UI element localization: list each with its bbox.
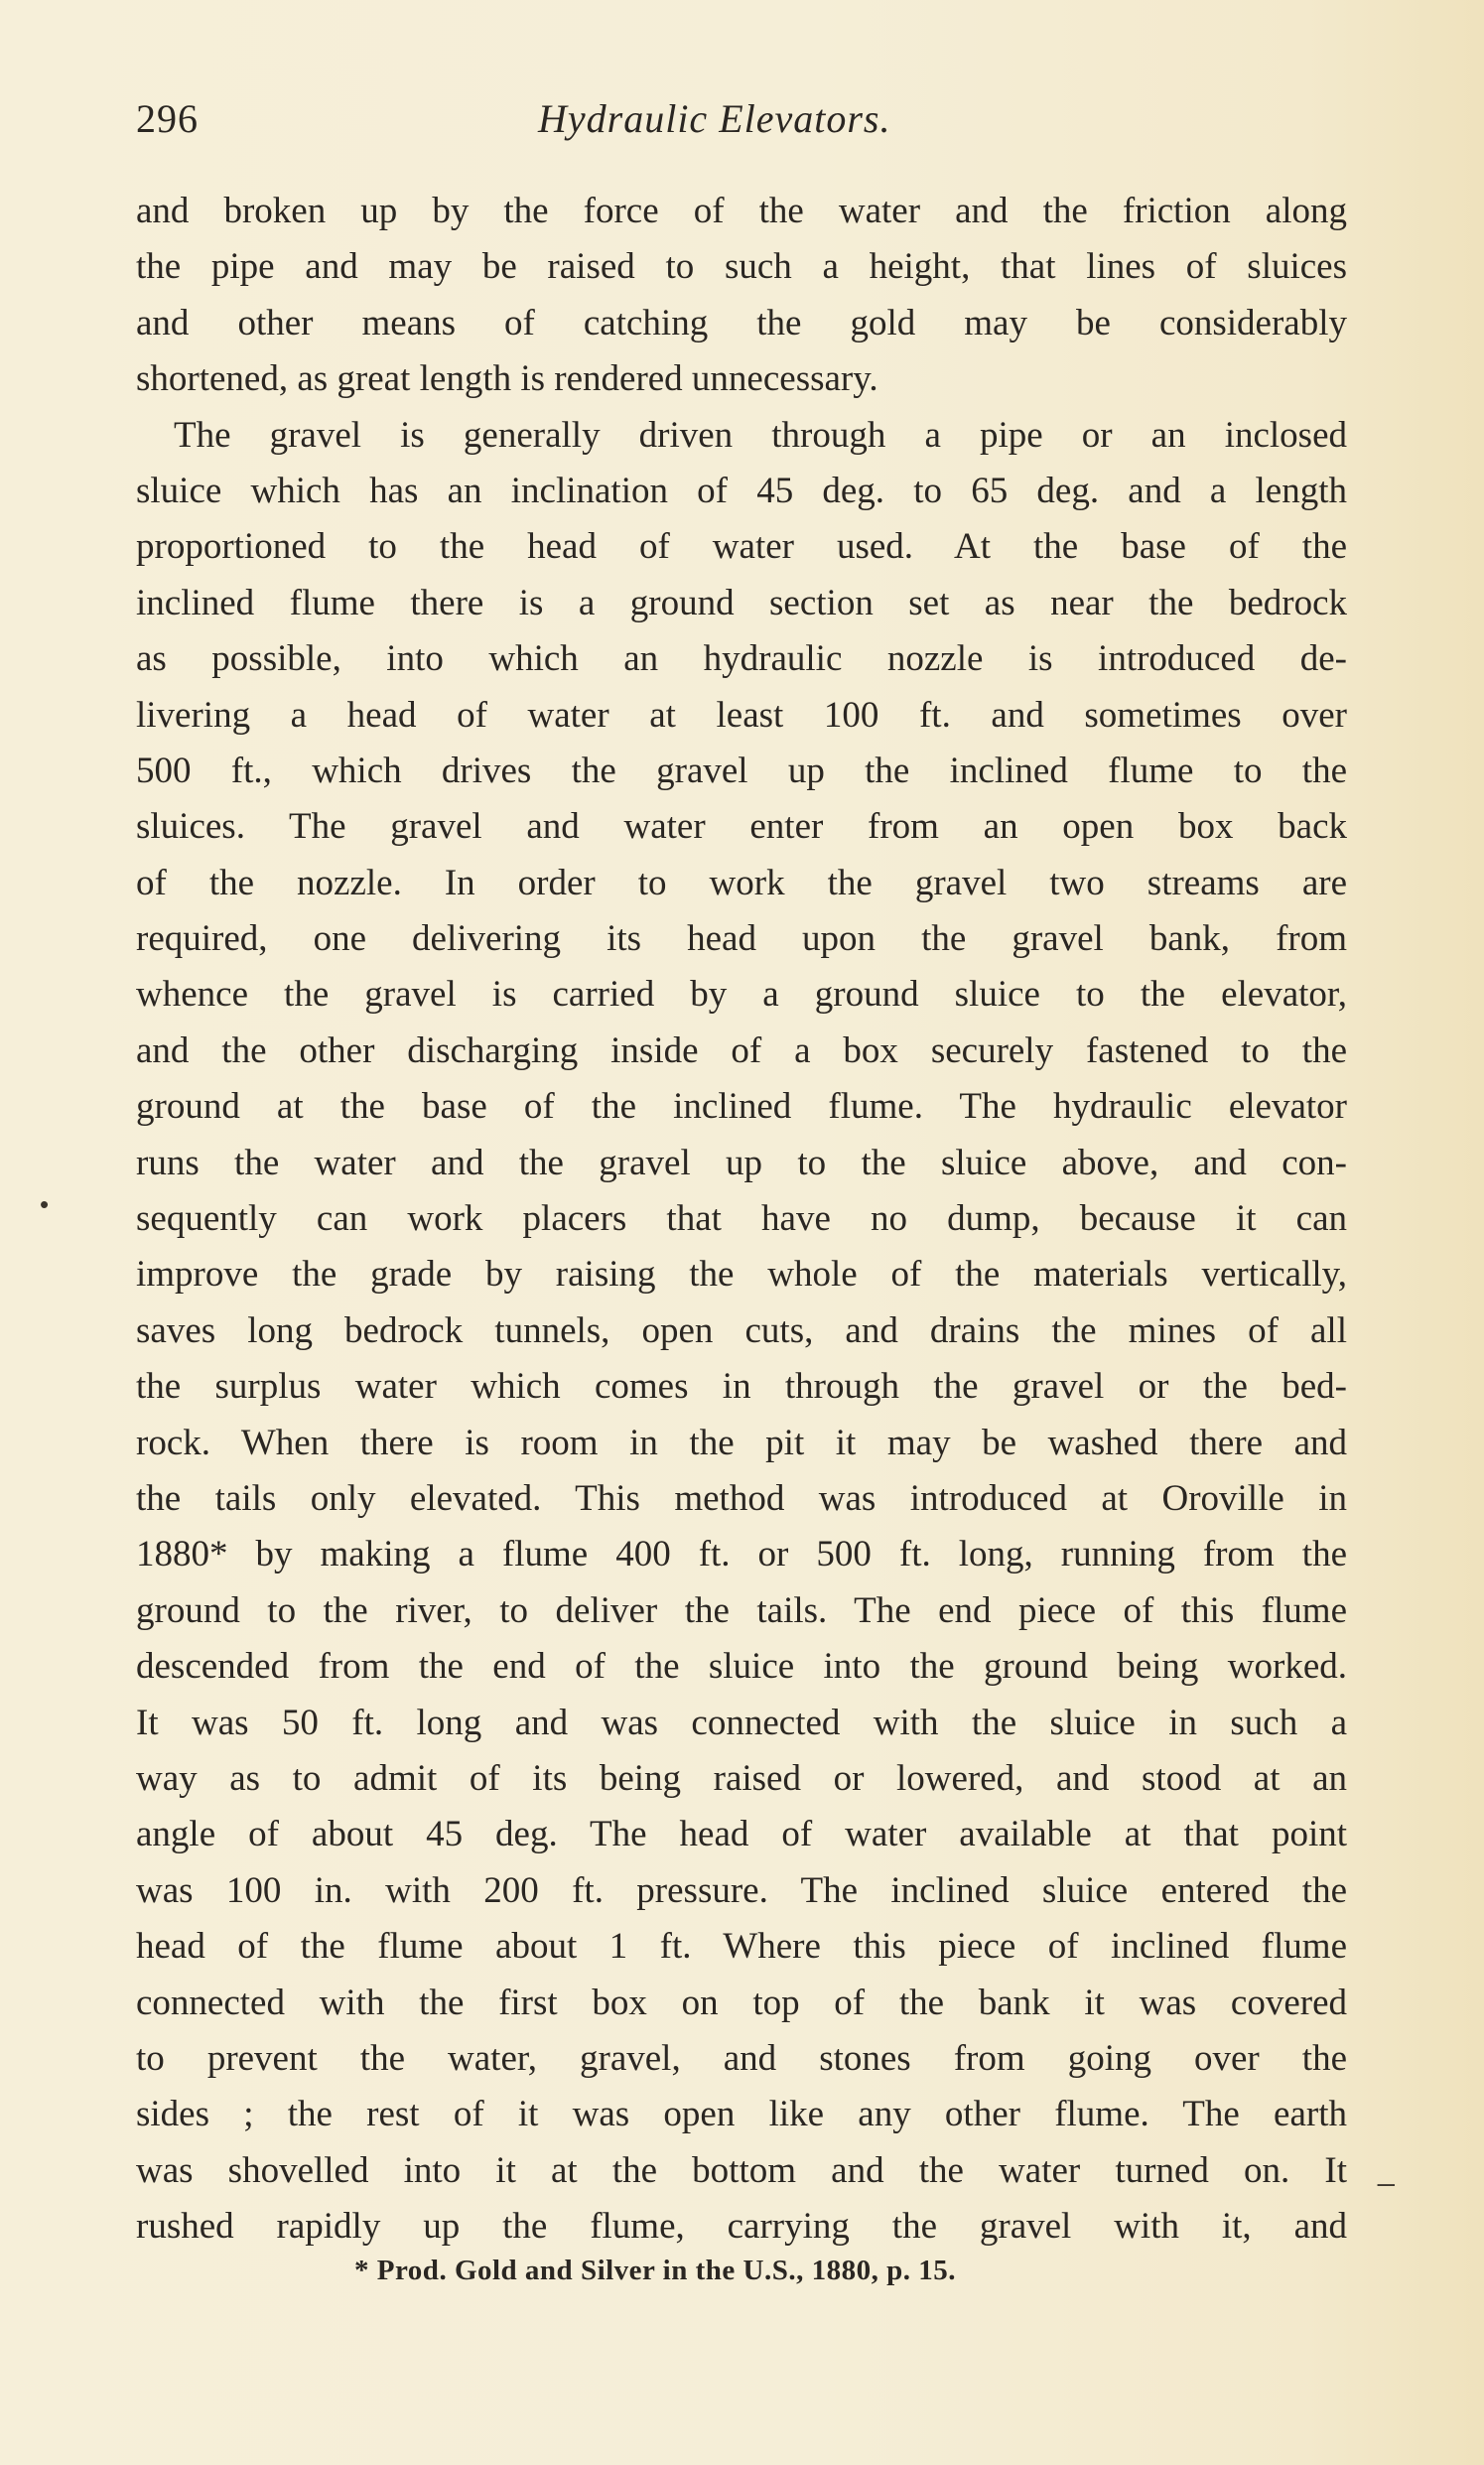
text-line: and other means of catching the gold may be considerably <box>136 302 1347 343</box>
text-line: sluices. The gravel and water enter from an open box back <box>136 806 1347 848</box>
text-line: saves long bedrock tunnels, open cuts, and drains the mines of all <box>136 1309 1347 1351</box>
text-line: shortened, as great length is rendered unnecessary. <box>136 358 878 400</box>
text-line: required, one delivering its head upon the gravel bank, from <box>136 918 1347 960</box>
text-line: proportioned to the head of water used. At the base of the <box>136 526 1347 568</box>
margin-speck: _ <box>1378 2154 1395 2187</box>
text-line: runs the water and the gravel up to the sluice above, and con- <box>136 1142 1347 1183</box>
text-line: The gravel is generally driven through a pipe or an inclosed <box>174 414 1347 456</box>
text-line: sides ; the rest of it was open like any other flume. The earth <box>136 2094 1347 2135</box>
text-line: was shovelled into it at the bottom and the water turned on. It <box>136 2149 1347 2191</box>
text-line: and broken up by the force of the water and the friction along <box>136 191 1347 231</box>
running-head <box>136 95 1347 145</box>
text-line: whence the gravel is carried by a ground sluice to the elevator, <box>136 974 1347 1016</box>
text-line: It was 50 ft. long and was connected with the sluice in such a <box>136 1702 1347 1743</box>
text-line: improve the grade by raising the whole of the materials vertically, <box>136 1254 1347 1296</box>
text-line: the surplus water which comes in through the gravel or the bed- <box>136 1366 1347 1408</box>
text-line: ground to the river, to deliver the tails. The end piece of this flume <box>136 1589 1347 1631</box>
text-line: 500 ft., which drives the gravel up the inclined flume to the <box>136 750 1347 791</box>
text-line: livering a head of water at least 100 ft. and sometimes over <box>136 694 1347 736</box>
text-line: sequently can work placers that have no dump, because it can <box>136 1198 1347 1240</box>
text-line: rock. When there is room in the pit it may be washed there and <box>136 1422 1347 1463</box>
text-line: ground at the base of the inclined flume. The hydraulic elevator <box>136 1086 1347 1128</box>
text-line: 1880* by making a flume 400 ft. or 500 ft. long, running from the <box>136 1534 1347 1575</box>
text-line: rushed rapidly up the flume, carrying the gravel with it, and <box>136 2206 1347 2248</box>
text-line: as possible, into which an hydraulic nozzle is introduced de- <box>136 638 1347 680</box>
running-title: Hydraulic Elevators. <box>538 96 891 141</box>
text-line: angle of about 45 deg. The head of water available at that point <box>136 1814 1347 1855</box>
text-line: inclined flume there is a ground section set as near the bedrock <box>136 582 1347 623</box>
text-line: descended from the end of the sluice into the ground being worked. <box>136 1646 1347 1688</box>
text-line: the tails only elevated. This method was introduced at Oroville in <box>136 1477 1347 1519</box>
text-line: sluice which has an inclination of 45 deg. to 65 deg. and a length <box>136 470 1347 511</box>
text-line: and the other discharging inside of a box securely fastened to the <box>136 1029 1347 1071</box>
text-line: the pipe and may be raised to such a height, that lines of sluices <box>136 246 1347 288</box>
footnote: * Prod. Gold and Silver in the U.S., 1880, p. 15. <box>354 2255 956 2286</box>
body-text <box>136 184 1347 2255</box>
text-line: to prevent the water, gravel, and stones from going over the <box>136 2037 1347 2079</box>
text-line: way as to admit of its being raised or lowered, and stood at an <box>136 1757 1347 1799</box>
text-line: connected with the first box on top of the bank it was covered <box>136 1982 1347 2023</box>
text-line: was 100 in. with 200 ft. pressure. The inclined sluice entered the <box>136 1869 1347 1911</box>
text-line: of the nozzle. In order to work the gravel two streams are <box>136 862 1347 903</box>
page-number: 296 <box>136 96 199 141</box>
text-line: head of the flume about 1 ft. Where this piece of inclined flume <box>136 1926 1347 1968</box>
margin-speck: • <box>40 1189 50 1219</box>
